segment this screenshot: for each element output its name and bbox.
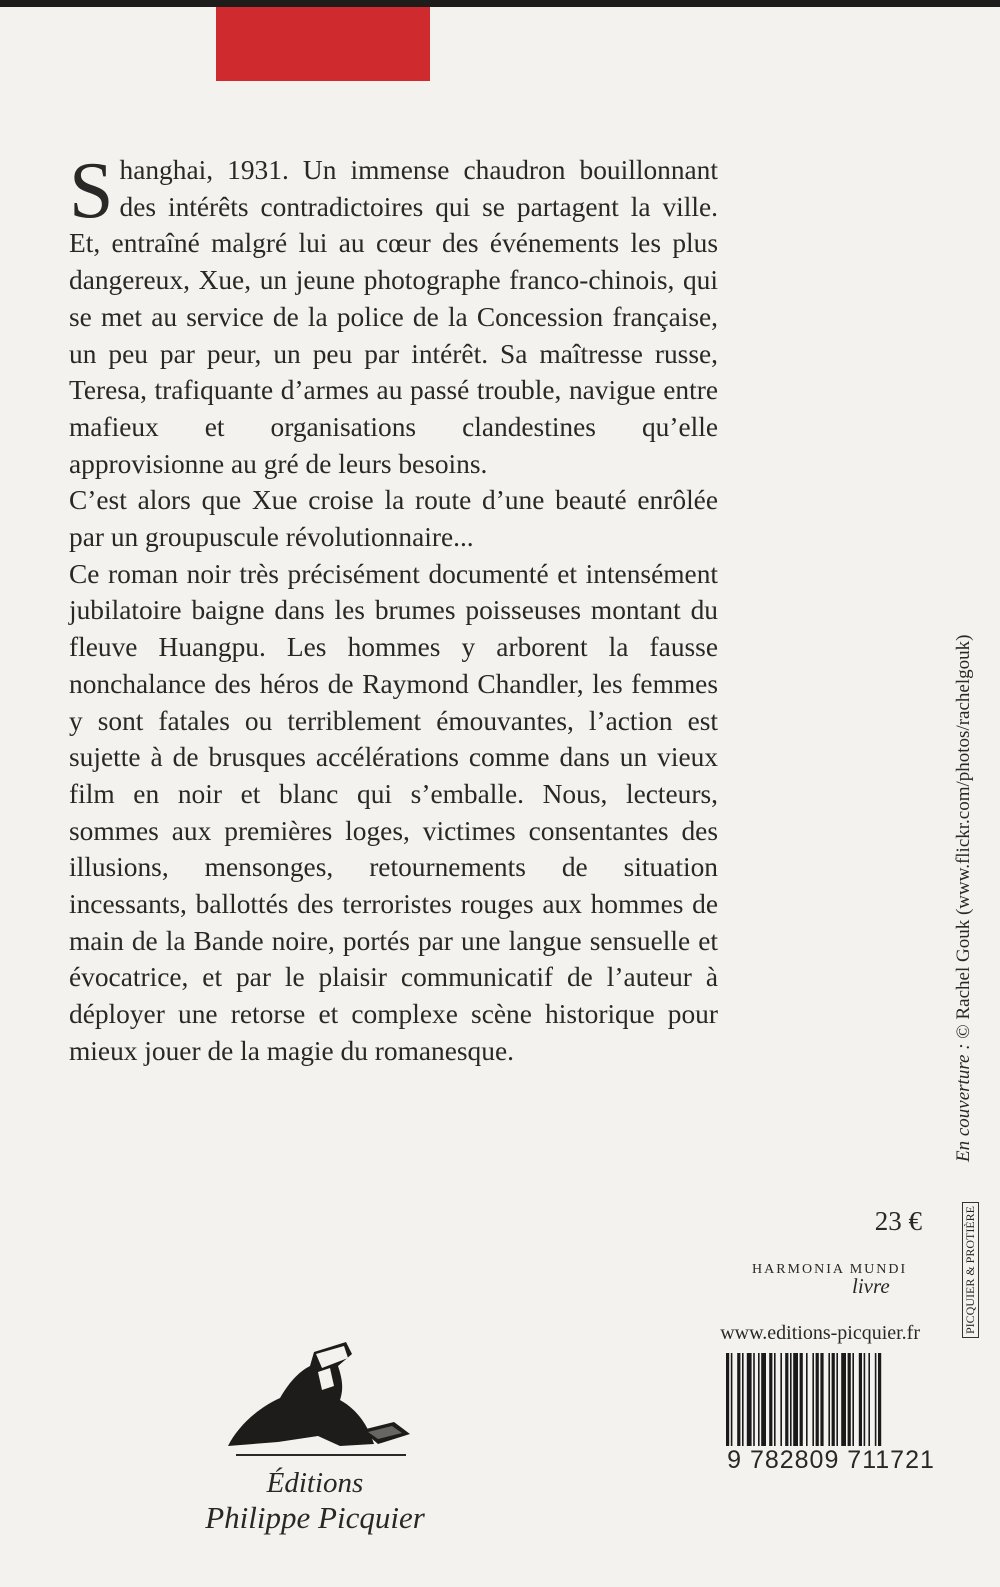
publisher-name xyxy=(200,1466,430,1536)
distributor-name: HARMONIA MUNDI xyxy=(752,1262,908,1277)
blurb-paragraph-1 xyxy=(69,147,718,482)
partner-mark: PICQUIER & PROTIÈRE xyxy=(962,1202,979,1338)
reading-figure-logo-icon xyxy=(218,1338,418,1450)
price: 23 € xyxy=(874,1206,922,1236)
publisher-website: www.editions-picquier.fr xyxy=(720,1322,920,1344)
barcode-digits: 9 782809 711721 xyxy=(720,1446,942,1475)
distributor-sub: livre xyxy=(852,1274,890,1298)
top-edge xyxy=(0,0,1000,7)
distributor-logo xyxy=(752,1262,922,1299)
cover-credit xyxy=(953,635,975,1162)
cover-credit-text: © Rachel Gouk (www.flickr.com/photos/rachelgouk) xyxy=(953,634,974,1044)
back-cover-blurb xyxy=(69,147,718,1070)
red-band xyxy=(216,7,430,81)
blurb-paragraph-2: C’est alors que Xue croise la route d’une beauté enrôlée par un groupuscule révolutionnaire... xyxy=(69,485,718,553)
publisher-line-2: Philippe Picquier xyxy=(205,1500,425,1535)
publisher-line-1: Éditions xyxy=(266,1467,364,1499)
logo-rule xyxy=(236,1454,406,1456)
blurb-paragraph-3: Ce roman noir très précisément documenté et intensément jubilatoire baigne dans les brumes poisseuses montant du fleuve Huangpu. Les hommes y arborent la fausse nonchalance des héros de Raymond Chandler, les femmes y sont fatales ou terriblement émouvantes, l’action est sujette à de brusques accélérations comme dans un vieux film en noir et blanc qui s’emballe. Nous, lecteurs, sommes aux premières loges, victimes consentantes des illusions, mensonges, retournements de situation incessants, ballottés des terroristes rouges aux hommes de main de la Bande noire, portés par une langue sensuelle et évocatrice, et par le plaisir communicatif de l’auteur à déployer une retorse et complexe scène historique pour mieux jouer de la magie du romanesque. xyxy=(69,558,718,1066)
drop-cap: S xyxy=(69,147,114,235)
cover-credit-label: En couverture : xyxy=(953,1043,974,1162)
blurb-paragraph-1-text: hanghai, 1931. Un immense chaudron bouillonnant des intérêts contradictoires qui se partagent la ville. Et, entraîné malgré lui au cœur des événements les plus dangereux, Xue, un jeune photographe franco-chinois, qui se met au service de la police de la Concession française, un peu par peur, un peu par intérêt. Sa maîtresse russe, Teresa, trafiquante d’armes au passé trouble, navigue entre mafieux et organisations clandestines qu’elle approvisionne au gré de leurs besoins. xyxy=(69,155,718,479)
